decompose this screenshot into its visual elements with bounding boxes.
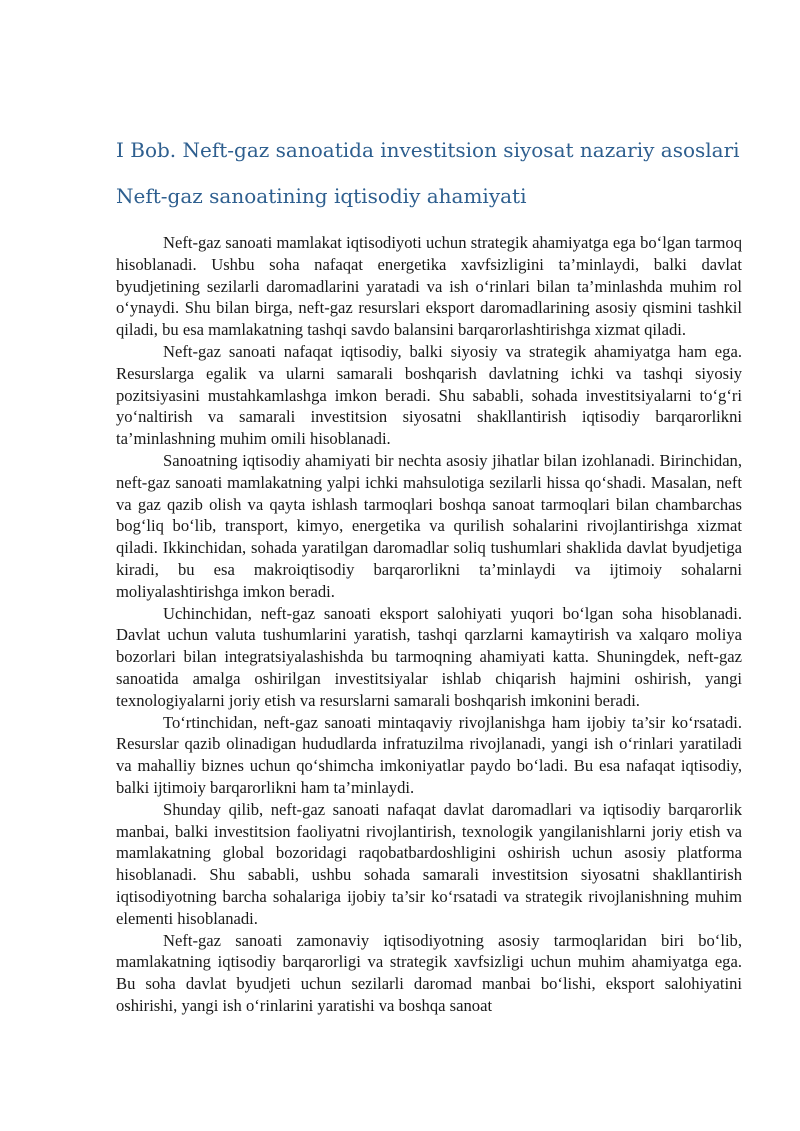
section-title: Neft-gaz sanoatining iqtisodiy ahamiyati — [116, 184, 527, 208]
paragraph-6: Shunday qilib, neft-gaz sanoati nafaqat davlat daromadlari va iqtisodiy barqarorlik manbai, balki investitsion faoliyatni rivojlantirish, texnologik yangilanishlarni joriy etish va mamlakatning global bozoridagi raqobatbardoshligini oshirish uchun asosiy platforma hisoblanadi. Shu sababli, ushbu sohada samarali investitsion siyosatni shakllantirish iqtisodiyotning barcha sohalariga ijobiy ta’sir ko‘rsatadi va strategik rivojlanishning muhim elementi hisoblanadi. — [116, 799, 742, 928]
body-text — [116, 232, 742, 1017]
chapter-title: I Bob. Neft-gaz sanoatida investitsion siyosat nazariy asoslari — [116, 138, 740, 162]
paragraph-1: Neft-gaz sanoati mamlakat iqtisodiyoti uchun strategik ahamiyatga ega bo‘lgan tarmoq hisoblanadi. Ushbu soha nafaqat energetika xavfsizligini ta’minlaydi, balki davlat byudjetining sezilarli daromadlarini yaratadi va ish o‘rinlari bilan ta’minlashda muhim rol o‘ynaydi. Shu bilan birga, neft-gaz resurslari eksport daromadlarining asosiy qismini tashkil qiladi, bu esa mamlakatning tashqi savdo balansini barqarorlashtirishga xizmat qiladi. — [116, 233, 742, 340]
paragraph-2: Neft-gaz sanoati nafaqat iqtisodiy, balki siyosiy va strategik ahamiyatga ham ega. Resurslarga egalik va ularni samarali boshqarish davlatning ichki va tashqi siyosiy pozitsiyasini mustahkamlashga imkon beradi. Shu sababli, sohada investitsiyalarni to‘g‘ri yo‘naltirish va samarali investitsion siyosatni shakllantirish iqtisodiy barqarorlikni ta’minlashning muhim omili hisoblanadi. — [116, 341, 742, 449]
paragraph-4: Uchinchidan, neft-gaz sanoati eksport salohiyati yuqori bo‘lgan soha hisoblanadi. Davlat uchun valuta tushumlarini yaratish, tashqi qarzlarni kamaytirish va xalqaro moliya bozorlari bilan integratsiyalashishda bu tarmoqning ahamiyati katta. Shuningdek, neft-gaz sanoatida amalga oshirilgan investitsiyalar ishlab chiqarish hajmini oshirish, yangi texnologiyalarni joriy etish va resurslarni samarali boshqarish imkonini beradi. — [116, 603, 742, 710]
paragraph-5: To‘rtinchidan, neft-gaz sanoati mintaqaviy rivojlanishga ham ijobiy ta’sir ko‘rsatadi. Resurslar qazib olinadigan hududlarda infratuzilma rivojlanadi, yangi ish o‘rinlari yaratiladi va mahalliy biznes uchun qo‘shimcha imkoniyatlar paydo bo‘ladi. Bu esa nafaqat iqtisodiy, balki ijtimoiy barqarorlikni ham ta’minlaydi. — [116, 712, 742, 797]
paragraph-7: Neft-gaz sanoati zamonaviy iqtisodiyotning asosiy tarmoqlaridan biri bo‘lib, mamlakatning iqtisodiy barqarorligi va strategik xavfsizligi uchun muhim ahamiyatga ega. Bu soha davlat byudjeti uchun sezilarli daromad manbai bo‘lishi, eksport salohiyatini oshirishi, yangi ish o‘rinlarini yaratishi va boshqa sanoat — [116, 930, 742, 1015]
paragraph-3: Sanoatning iqtisodiy ahamiyati bir nechta asosiy jihatlar bilan izohlanadi. Birinchidan, neft-gaz sanoati mamlakatning yalpi ichki mahsulotiga sezilarli hissa qo‘shadi. Masalan, neft va gaz qazib olish va qayta ishlash tarmoqlari boshqa sanoat tarmoqlari bilan chambarchas bog‘liq bo‘lib, transport, kimyo, energetika va qurilish sohalarini rivojlantirishga xizmat qiladi. Ikkinchidan, sohada yaratilgan daromadlar soliq tushumlari shaklida davlat byudjetiga kiradi, bu esa makroiqtisodiy barqarorlikni ta’minlaydi va ijtimoiy sohalarni moliyalashtirishga imkon beradi. — [116, 450, 742, 601]
